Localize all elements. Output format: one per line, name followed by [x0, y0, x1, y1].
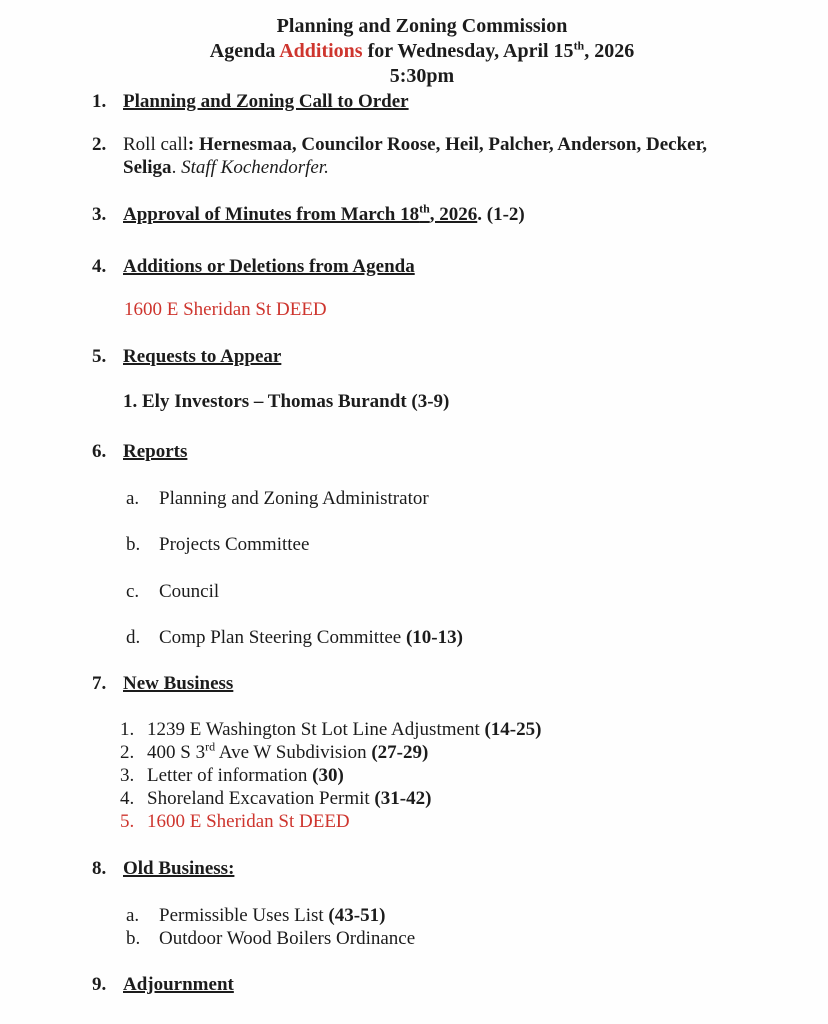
report-sub-item-c	[126, 580, 740, 603]
document-header	[86, 14, 758, 89]
item-number: 5.	[92, 346, 107, 367]
page-reference: (27-29)	[371, 742, 429, 763]
item-title: Additions or Deletions from Agenda	[123, 256, 415, 277]
sub-item-text: Planning and Zoning Administrator	[159, 488, 429, 509]
meeting-time: 5:30pm	[389, 65, 455, 87]
sub-item-text: Projects Committee	[159, 534, 310, 555]
sub-item-number: 2.	[120, 742, 135, 763]
sub-item-label: 400 S 3	[147, 742, 206, 763]
separator: .	[171, 157, 182, 178]
roll-call-text	[123, 133, 740, 179]
item-title: Requests to Appear	[123, 346, 282, 367]
sub-item-label-2: Ave W Subdivision	[215, 742, 372, 763]
new-business-item-2	[120, 741, 740, 764]
new-business-item-5	[120, 810, 740, 833]
old-business-item-b	[126, 927, 740, 950]
roll-call-names: : Hernesmaa, Councilor Roose, Heil, Palcher, Anderson, Decker,	[187, 134, 708, 155]
ordinal-suffix: th	[573, 38, 585, 53]
new-business-item-1	[120, 718, 740, 741]
sub-item-number: 1.	[120, 719, 135, 740]
sub-item-letter: d.	[126, 627, 141, 648]
item-number: 8.	[92, 858, 107, 879]
agenda-item-reports	[92, 440, 740, 463]
agenda-item-call-to-order	[92, 90, 740, 113]
page-reference: (1-2)	[486, 204, 525, 225]
subtitle-year: , 2026	[584, 40, 635, 62]
staff-name: Staff Kochendorfer.	[181, 157, 329, 178]
minutes-title-year: , 2026	[429, 204, 478, 225]
agenda-item-requests-to-appear	[92, 345, 740, 368]
old-business-item-a	[126, 904, 740, 927]
page-reference: (30)	[312, 765, 344, 786]
item-title: Old Business:	[123, 858, 235, 879]
subtitle-prefix: Agenda	[209, 40, 280, 62]
sub-item-letter: a.	[126, 905, 140, 926]
page-reference: (43-51)	[328, 905, 386, 926]
sub-item-number: 5.	[120, 811, 135, 832]
new-business-item-4	[120, 787, 740, 810]
sub-item-label: Permissible Uses List	[159, 905, 329, 926]
sub-item-label: Letter of information	[147, 765, 313, 786]
sub-item-text: Council	[159, 581, 220, 602]
agenda-item-old-business	[92, 857, 740, 880]
minutes-title-text: Approval of Minutes from March 18	[123, 204, 420, 225]
page-reference: (14-25)	[484, 719, 542, 740]
sub-item-letter: c.	[126, 581, 140, 602]
item-number: 7.	[92, 673, 107, 694]
sub-item-letter: b.	[126, 534, 141, 555]
agenda-item-minutes-approval	[92, 203, 740, 226]
sub-item-label: Comp Plan Steering Committee	[159, 627, 406, 648]
sub-item-text	[159, 904, 385, 927]
item-number: 3.	[92, 204, 107, 225]
sub-item-label: 1239 E Washington St Lot Line Adjustment	[147, 719, 485, 740]
document-subtitle	[86, 39, 758, 64]
sub-item-text	[147, 764, 344, 787]
item-number: 9.	[92, 974, 107, 995]
roll-call-label: Roll call	[123, 134, 188, 155]
item-number: 4.	[92, 256, 107, 277]
item-number: 2.	[92, 134, 107, 155]
document-title: Planning and Zoning Commission	[276, 15, 568, 37]
sub-item-text	[147, 718, 541, 741]
report-sub-item-b	[126, 533, 740, 556]
sub-item-letter: b.	[126, 928, 141, 949]
agenda-added-item: 1600 E Sheridan St DEED	[124, 299, 327, 320]
item-number: 6.	[92, 441, 107, 462]
ordinal-suffix: rd	[205, 739, 216, 754]
item-title	[123, 201, 478, 225]
request-entry: 1. Ely Investors – Thomas Burandt (3-9)	[123, 391, 450, 412]
sub-item-number: 3.	[120, 765, 135, 786]
report-sub-item-d	[126, 626, 740, 649]
separator: .	[477, 204, 487, 225]
report-sub-item-a	[126, 487, 740, 510]
subtitle-additions-highlight: Additions	[279, 40, 363, 62]
roll-call-names-2: Seliga	[123, 157, 172, 178]
item-title: Planning and Zoning Call to Order	[123, 91, 409, 112]
item-title: New Business	[123, 673, 234, 694]
page-reference: (10-13)	[405, 627, 463, 648]
sub-item-label: Shoreland Excavation Permit	[147, 788, 375, 809]
sub-item-number: 4.	[120, 788, 135, 809]
sub-item-text	[147, 741, 428, 764]
item-title: Reports	[123, 441, 188, 462]
agenda-item-additions-deletions	[92, 255, 740, 278]
item-number: 1.	[92, 91, 107, 112]
agenda-item-adjournment	[92, 973, 740, 996]
new-business-item-3	[120, 764, 740, 787]
agenda-item-new-business	[92, 672, 740, 695]
sub-item-text	[147, 787, 431, 810]
page-reference: (31-42)	[374, 788, 432, 809]
sub-item-text: Outdoor Wood Boilers Ordinance	[159, 928, 416, 949]
sub-item-text: 1600 E Sheridan St DEED	[147, 811, 350, 832]
agenda-item-roll-call	[92, 133, 740, 179]
ordinal-suffix: th	[419, 201, 430, 216]
sub-item-text	[159, 626, 463, 649]
item-title: Adjournment	[123, 974, 234, 995]
sub-item-letter: a.	[126, 488, 140, 509]
subtitle-date: for Wednesday, April 15	[362, 40, 574, 62]
